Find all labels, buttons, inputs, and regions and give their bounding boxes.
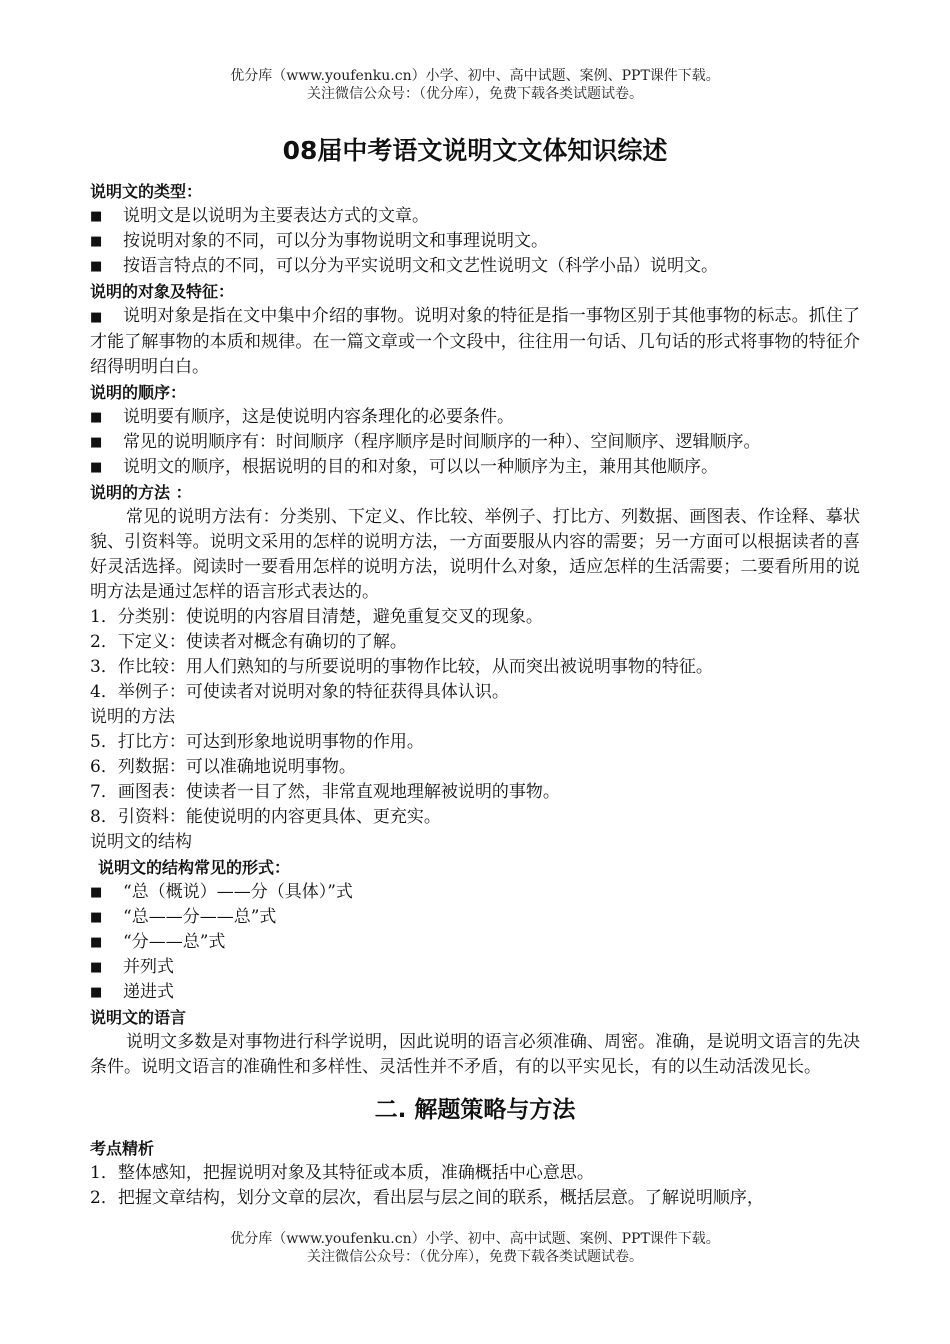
method-subheading: 说明的方法 xyxy=(90,707,175,727)
list-item: 8．引资料：能使说明的内容更具体、更充实。 xyxy=(90,807,441,827)
page-header xyxy=(0,67,950,103)
list-item: ■ 说明文是以说明为主要表达方式的文章。 xyxy=(90,204,860,229)
list-item: ■ 常见的说明顺序有：时间顺序（程序顺序是时间顺序的一种）、空间顺序、逻辑顺序。 xyxy=(90,430,860,455)
bullet-icon: ■ xyxy=(90,935,103,950)
list-item: 3．作比较：用人们熟知的与所要说明的事物作比较，从而突出被说明事物的特征。 xyxy=(90,657,713,677)
list-item: 2．把握文章结构，划分文章的层次，看出层与层之间的联系，概括层意。了解说明顺序， xyxy=(90,1188,764,1208)
list-item: ■ 按说明对象的不同，可以分为事物说明文和事理说明文。 xyxy=(90,229,860,254)
section-2-title: 二. 解题策略与方法 xyxy=(374,1097,576,1123)
bullet-icon: ■ xyxy=(90,410,103,425)
section-heading-object: 说明的对象及特征： xyxy=(90,282,235,301)
list-item: 1．整体感知，把握说明对象及其特征或本质，准确概括中心意思。 xyxy=(90,1163,594,1183)
list-item: ■ 递进式 xyxy=(90,980,860,1005)
list-item: 7．画图表：使读者一目了然，非常直观地理解被说明的事物。 xyxy=(90,782,560,802)
section-heading-language: 说明文的语言 xyxy=(90,1008,187,1027)
bullet-icon: ■ xyxy=(90,259,103,274)
method-intro-paragraph: 常见的说明方法有：分类别、下定义、作比较、举例子、打比方、列数据、画图表、作诠释、摹状貌、引资料等。说明文采用的怎样的说明方法，一方面要服从内容的需要；另一方面可以根据读者的喜好灵活选择。阅读时一要看用怎样的说明方法，说明什么对象，适应怎样的生活需要；二要看所用的说明方法是通过怎样的语言形式表达的。 xyxy=(90,507,860,602)
bullet-icon: ■ xyxy=(90,209,103,224)
bullet-icon: ■ xyxy=(90,234,103,249)
section-heading-structure: 说明文的结构常见的形式： xyxy=(98,858,291,877)
page-footer xyxy=(0,1230,950,1266)
bullet-icon: ■ xyxy=(90,960,103,975)
header-line-1: 优分库（www.youfenku.cn）小学、初中、高中试题、案例、PPT课件下载。 xyxy=(230,68,720,84)
list-item: ■ “总——分——总”式 xyxy=(90,905,860,930)
list-item: 2．下定义：使读者对概念有确切的了解。 xyxy=(90,632,407,652)
bullet-icon: ■ xyxy=(90,435,103,450)
list-item: 6．列数据：可以准确地说明事物。 xyxy=(90,757,356,777)
footer-line-1: 优分库（www.youfenku.cn）小学、初中、高中试题、案例、PPT课件下载。 xyxy=(230,1231,720,1247)
object-paragraph: ■ 说明对象是指在文中集中介绍的事物。说明对象的特征是指一事物区别于其他事物的标志。抓住了才能了解事物的本质和规律。在一篇文章或一个文段中，往往用一句话、几句话的形式将事物的特征介绍得明明白白。 xyxy=(90,306,860,377)
bullet-icon: ■ xyxy=(90,310,103,325)
list-item: ■ 按语言特点的不同，可以分为平实说明文和文艺性说明文（科学小品）说明文。 xyxy=(90,254,860,279)
section-heading-order: 说明的顺序： xyxy=(90,383,187,402)
footer-line-2: 关注微信公众号：（优分库），免费下载各类试题试卷。 xyxy=(307,1249,643,1265)
bullet-icon: ■ xyxy=(90,985,103,1000)
bullet-icon: ■ xyxy=(90,910,103,925)
list-item: ■ 并列式 xyxy=(90,955,860,980)
section-heading-key-points: 考点精析 xyxy=(90,1139,155,1158)
section-heading-method: 说明的方法 ： xyxy=(90,483,192,502)
list-item: ■ 说明文的顺序，根据说明的目的和对象，可以以一种顺序为主，兼用其他顺序。 xyxy=(90,455,860,480)
header-line-2: 关注微信公众号：（优分库），免费下载各类试题试卷。 xyxy=(307,86,643,102)
list-item: ■ 说明要有顺序，这是使说明内容条理化的必要条件。 xyxy=(90,405,860,430)
structure-label: 说明文的结构 xyxy=(90,832,192,852)
document-title: 08届中考语文说明文文体知识综述 xyxy=(282,136,668,165)
bullet-icon: ■ xyxy=(90,885,103,900)
language-paragraph: 说明文多数是对事物进行科学说明，因此说明的语言必须准确、周密。准确，是说明文语言的先决条件。说明文语言的准确性和多样性、灵活性并不矛盾，有的以平实见长，有的以生动活泼见长。 xyxy=(90,1032,860,1077)
list-item: ■ “分——总”式 xyxy=(90,930,860,955)
list-item: 1．分类别：使说明的内容眉目清楚，避免重复交叉的现象。 xyxy=(90,607,543,627)
list-item: 4．举例子：可使读者对说明对象的特征获得具体认识。 xyxy=(90,682,509,702)
list-item: 5．打比方：可达到形象地说明事物的作用。 xyxy=(90,732,424,752)
bullet-icon: ■ xyxy=(90,460,103,475)
list-item: ■ “总（概说）——分（具体）”式 xyxy=(90,880,860,905)
document-body xyxy=(90,131,860,1211)
section-heading-types: 说明文的类型： xyxy=(90,182,203,201)
